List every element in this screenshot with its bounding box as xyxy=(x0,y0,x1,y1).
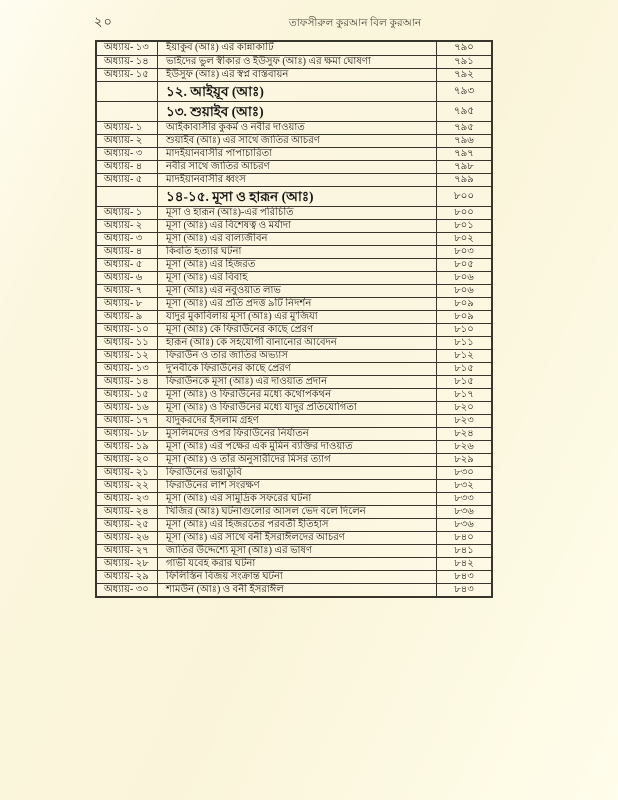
toc-chapter-row xyxy=(97,160,491,173)
topic-title: শামউন (আঃ) ও বনী ইসরাঈল xyxy=(158,584,437,596)
topic-title: ইয়াকুব (আঃ) এর কান্নাকাটি xyxy=(158,42,437,55)
toc-chapter-row xyxy=(97,55,491,68)
page-ref: ৮০০ xyxy=(453,191,475,202)
toc-chapter-row xyxy=(97,323,491,336)
page-ref: ৭৯১ xyxy=(454,56,474,67)
page-ref: ৮০৯ xyxy=(454,298,474,309)
page-ref: ৮২৪ xyxy=(454,428,474,439)
topic-title: ফিরাউনের ভরাডুবি xyxy=(158,467,437,479)
chapter-label: অধ্যায়- ১৯ xyxy=(97,441,158,453)
page-number: ২০ xyxy=(94,14,113,29)
chapter-label: অধ্যায়- ২৪ xyxy=(97,506,158,518)
page-ref: ৮২৩ xyxy=(454,415,474,426)
page-ref: ৭৯৯ xyxy=(454,174,474,185)
chapter-label: অধ্যায়- ২৮ xyxy=(97,558,158,570)
topic-title: ভাইদের ভুল স্বীকার ও ইউসুফ (আঃ) এর ক্ষমা ঘোষণা xyxy=(158,56,437,68)
topic-title: শুয়াইব (আঃ) এর সাথে জাতির আচরণ xyxy=(158,135,437,147)
topic-title: ইউসুফ (আঃ) এর স্বপ্ন বাস্তবায়ন xyxy=(158,69,437,81)
topic-title: মূসা (আঃ) এর বিশেষত্ব ও মর্যাদা xyxy=(158,220,437,232)
topic-title: মূসা (আঃ) এর হিজরত xyxy=(158,259,437,271)
chapter-label: অধ্যায়- ৭ xyxy=(97,285,158,297)
chapter-label: অধ্যায়- ৫ xyxy=(97,174,158,186)
page-ref: ৮৩৩ xyxy=(454,493,474,504)
chapter-label: অধ্যায়- ২ xyxy=(97,135,158,147)
chapter-label: অধ্যায়- ১৮ xyxy=(97,428,158,440)
chapter-label xyxy=(97,82,158,101)
toc-chapter-row xyxy=(97,583,491,596)
page-ref: ৮১১ xyxy=(454,337,474,348)
chapter-label: অধ্যায়- ২৩ xyxy=(97,493,158,505)
page-ref: ৭৯০ xyxy=(454,42,474,53)
page-ref: ৮৪৩ xyxy=(454,584,474,595)
toc-chapter-row xyxy=(97,336,491,349)
topic-title: নবীর সাথে জাতির আচরণ xyxy=(158,161,437,173)
page-ref: ৮৩৬ xyxy=(454,506,474,517)
toc-chapter-row xyxy=(97,453,491,466)
toc-chapter-row xyxy=(97,414,491,427)
topic-title: যাদুকরদের ইসলাম গ্রহণ xyxy=(158,415,437,427)
toc-chapter-row xyxy=(97,531,491,544)
toc-chapter-row xyxy=(97,219,491,232)
topic-title: যাদুর মুকাবিলায় মূসা (আঃ) এর মু'জিযা xyxy=(158,311,437,323)
chapter-label: অধ্যায়- ২৭ xyxy=(97,545,158,557)
chapter-label: অধ্যায়- ১ xyxy=(97,207,158,219)
chapter-label: অধ্যায়- ১২ xyxy=(97,350,158,362)
chapter-label: অধ্যায়- ২৬ xyxy=(97,532,158,544)
page-ref: ৭৯৩ xyxy=(453,86,475,97)
section-title: ১২. আইয়ূব (আঃ) xyxy=(158,82,437,101)
chapter-label: অধ্যায়- ১৭ xyxy=(97,415,158,427)
toc-chapter-row xyxy=(97,297,491,310)
toc-chapter-row xyxy=(97,505,491,518)
page-header xyxy=(0,0,618,38)
topic-title: খিজির (আঃ) ঘটনাগুলোর আসল ভেদ বলে দিলেন xyxy=(158,506,437,518)
toc-chapter-row xyxy=(97,134,491,147)
toc-chapter-row xyxy=(97,258,491,271)
chapter-label: অধ্যায়- ৪ xyxy=(97,246,158,258)
chapter-label: অধ্যায়- ১৩ xyxy=(97,42,158,55)
topic-title: মুসলিমদের ওপর ফিরাউনের নির্যাতন xyxy=(158,428,437,440)
page-ref: ৭৯৬ xyxy=(454,135,474,146)
page-ref: ৮৪২ xyxy=(454,558,474,569)
page-ref: ৮১৫ xyxy=(454,376,474,387)
page-ref: ৮১২ xyxy=(454,350,474,361)
chapter-label: অধ্যায়- ৯ xyxy=(97,311,158,323)
chapter-label: অধ্যায়- ৪ xyxy=(97,161,158,173)
page-ref: ৮০২ xyxy=(454,233,474,244)
page-ref: ৭৯৫ xyxy=(453,106,475,117)
topic-title: গাভী যবেহ করার ঘটনা xyxy=(158,558,437,570)
chapter-label: অধ্যায়- ৩ xyxy=(97,233,158,245)
topic-title: মূসা (আঃ) ও ফিরাউনের মধ্যে কথোপকথন xyxy=(158,389,437,401)
section-title: ১৪-১৫. মূসা ও হারূন (আঃ) xyxy=(158,187,437,206)
toc-chapter-row xyxy=(97,68,491,81)
toc-chapter-row xyxy=(97,401,491,414)
chapter-label: অধ্যায়- ২৯ xyxy=(97,571,158,583)
topic-title: মূসা (আঃ) এর বাল্যজীবন xyxy=(158,233,437,245)
toc-chapter-row xyxy=(97,466,491,479)
page-ref: ৭৯৫ xyxy=(454,122,474,133)
page-ref: ৮৪৩ xyxy=(454,571,474,582)
chapter-label: অধ্যায়- ২০ xyxy=(97,454,158,466)
page-ref: ৮১৭ xyxy=(454,389,474,400)
page-ref: ৮২৯ xyxy=(454,454,474,465)
topic-title: দু'নবীকে ফিরাউনের কাছে প্রেরণ xyxy=(158,363,437,375)
toc-chapter-row xyxy=(97,479,491,492)
topic-title: মূসা (আঃ) ও ফিরাউনের মধ্যে যাদুর প্রতিযোগিতা xyxy=(158,402,437,414)
toc-chapter-row xyxy=(97,206,491,219)
chapter-label: অধ্যায়- ১১ xyxy=(97,337,158,349)
page-ref: ৭৯৮ xyxy=(454,161,474,172)
section-title: ১৩. শুয়াইব (আঃ) xyxy=(158,102,437,121)
page-ref: ৮২০ xyxy=(454,402,474,413)
chapter-label: অধ্যায়- ১০ xyxy=(97,324,158,336)
toc-chapter-row xyxy=(97,518,491,531)
toc-chapter-row xyxy=(97,570,491,583)
chapter-label: অধ্যায়- ৮ xyxy=(97,298,158,310)
topic-title: ফিরাউনের লাশ সংরক্ষণ xyxy=(158,480,437,492)
chapter-label: অধ্যায়- ২২ xyxy=(97,480,158,492)
topic-title: ফিলিস্তিন বিজয় সংক্রান্ত ঘটনা xyxy=(158,571,437,583)
toc-chapter-row xyxy=(97,557,491,570)
toc-chapter-row xyxy=(97,173,491,186)
page-ref: ৮৩২ xyxy=(454,480,474,491)
chapter-label xyxy=(97,102,158,121)
chapter-label: অধ্যায়- ৩০ xyxy=(97,584,158,596)
page-ref: ৮০৫ xyxy=(454,259,474,270)
topic-title: মূসা (আঃ) এর নবুওয়াত লাভ xyxy=(158,285,437,297)
chapter-label: অধ্যায়- ২১ xyxy=(97,467,158,479)
toc-chapter-row xyxy=(97,375,491,388)
chapter-label xyxy=(97,187,158,206)
topic-title: মাদইয়ানবাসীর ধ্বংস xyxy=(158,174,437,186)
topic-title: মূসা (আঃ) এর সাথে বনী ইসরাঈলদের আচরণ xyxy=(158,532,437,544)
page-ref: ৮৪০ xyxy=(454,532,474,543)
page-ref: ৮২৬ xyxy=(454,441,474,452)
chapter-label: অধ্যায়- ১৫ xyxy=(97,389,158,401)
toc-chapter-row xyxy=(97,284,491,297)
topic-title: ফিরাউনকে মূসা (আঃ) এর দাওয়াত প্রদান xyxy=(158,376,437,388)
topic-title: মূসা (আঃ) এর প্রতি প্রদত্ত ৯টি নিদর্শন xyxy=(158,298,437,310)
topic-title: মূসা (আঃ) এর সামুদ্রিক সফরের ঘটনা xyxy=(158,493,437,505)
page-ref: ৮০০ xyxy=(454,207,474,218)
toc-chapter-row xyxy=(97,232,491,245)
chapter-label: অধ্যায়- ১৫ xyxy=(97,69,158,81)
toc-chapter-row xyxy=(97,271,491,284)
toc-chapter-row xyxy=(97,42,491,55)
chapter-label: অধ্যায়- ১৬ xyxy=(97,402,158,414)
topic-title: মাদইয়ানবাসীর পাপাচারিতা xyxy=(158,148,437,160)
toc-chapter-row xyxy=(97,310,491,323)
page-ref: ৭৯৭ xyxy=(454,148,474,159)
topic-title: কিবতি হত্যার ঘটনা xyxy=(158,246,437,258)
chapter-label: অধ্যায়- ১৩ xyxy=(97,363,158,375)
page-ref: ৮০১ xyxy=(454,220,474,231)
toc-chapter-row xyxy=(97,427,491,440)
toc-chapter-row xyxy=(97,492,491,505)
chapter-label: অধ্যায়- ২৫ xyxy=(97,519,158,531)
toc-chapter-row xyxy=(97,121,491,134)
toc-chapter-row xyxy=(97,544,491,557)
topic-title: ফিরাউন ও তার জাতির অভ্যাস xyxy=(158,350,437,362)
chapter-label: অধ্যায়- ৫ xyxy=(97,259,158,271)
toc-section-row xyxy=(97,81,491,101)
topic-title: আইকাবাসীর কুকর্ম ও নবীর দাওয়াত xyxy=(158,122,437,134)
page-ref: ৮১৫ xyxy=(454,363,474,374)
toc-chapter-row xyxy=(97,440,491,453)
toc-section-row xyxy=(97,186,491,206)
toc-chapter-row xyxy=(97,349,491,362)
topic-title: মূসা (আঃ) এর বিবাহ xyxy=(158,272,437,284)
chapter-label: অধ্যায়- ৩ xyxy=(97,148,158,160)
toc-chapter-row xyxy=(97,362,491,375)
page-ref: ৮১০ xyxy=(454,324,474,335)
page-ref: ৮৩০ xyxy=(454,467,474,478)
toc-section-row xyxy=(97,101,491,121)
toc-chapter-row xyxy=(97,147,491,160)
chapter-label: অধ্যায়- ১৪ xyxy=(97,56,158,68)
topic-title: মূসা ও হারূন (আঃ)-এর পরিচিতি xyxy=(158,207,437,219)
toc-table xyxy=(95,40,493,598)
page-ref: ৮০৩ xyxy=(454,246,474,257)
toc-chapter-row xyxy=(97,388,491,401)
topic-title: জাতির উদ্দেশ্যে মূসা (আঃ) এর ভাষণ xyxy=(158,545,437,557)
chapter-label: অধ্যায়- ২ xyxy=(97,220,158,232)
topic-title: মূসা (আঃ) কে ফিরাউনের কাছে প্রেরণ xyxy=(158,324,437,336)
chapter-label: অধ্যায়- ১ xyxy=(97,122,158,134)
page-ref: ৮০৬ xyxy=(454,285,474,296)
page-ref: ৮৪১ xyxy=(454,545,474,556)
topic-title: মূসা (আঃ) এর পক্ষের এক মুমিন ব্যক্তির দাওয়াত xyxy=(158,441,437,453)
topic-title: মূসা (আঃ) এর হিজরতের পরবর্তী ইতিহাস xyxy=(158,519,437,531)
chapter-label: অধ্যায়- ৬ xyxy=(97,272,158,284)
page-ref: ৭৯২ xyxy=(454,69,474,80)
book-title: তাফসীরুল কুরআন বিল কুরআন xyxy=(288,18,422,29)
page-ref: ৮৩৬ xyxy=(454,519,474,530)
page-ref: ৮০৬ xyxy=(454,272,474,283)
chapter-label: অধ্যায়- ১৪ xyxy=(97,376,158,388)
toc-chapter-row xyxy=(97,245,491,258)
page-ref: ৮০৯ xyxy=(454,311,474,322)
topic-title: হারূন (আঃ) কে সহযোগী বানানোর আবেদন xyxy=(158,337,437,349)
topic-title: মূসা (আঃ) ও তাঁর অনুসারীদের মিসর ত্যাগ xyxy=(158,454,437,466)
